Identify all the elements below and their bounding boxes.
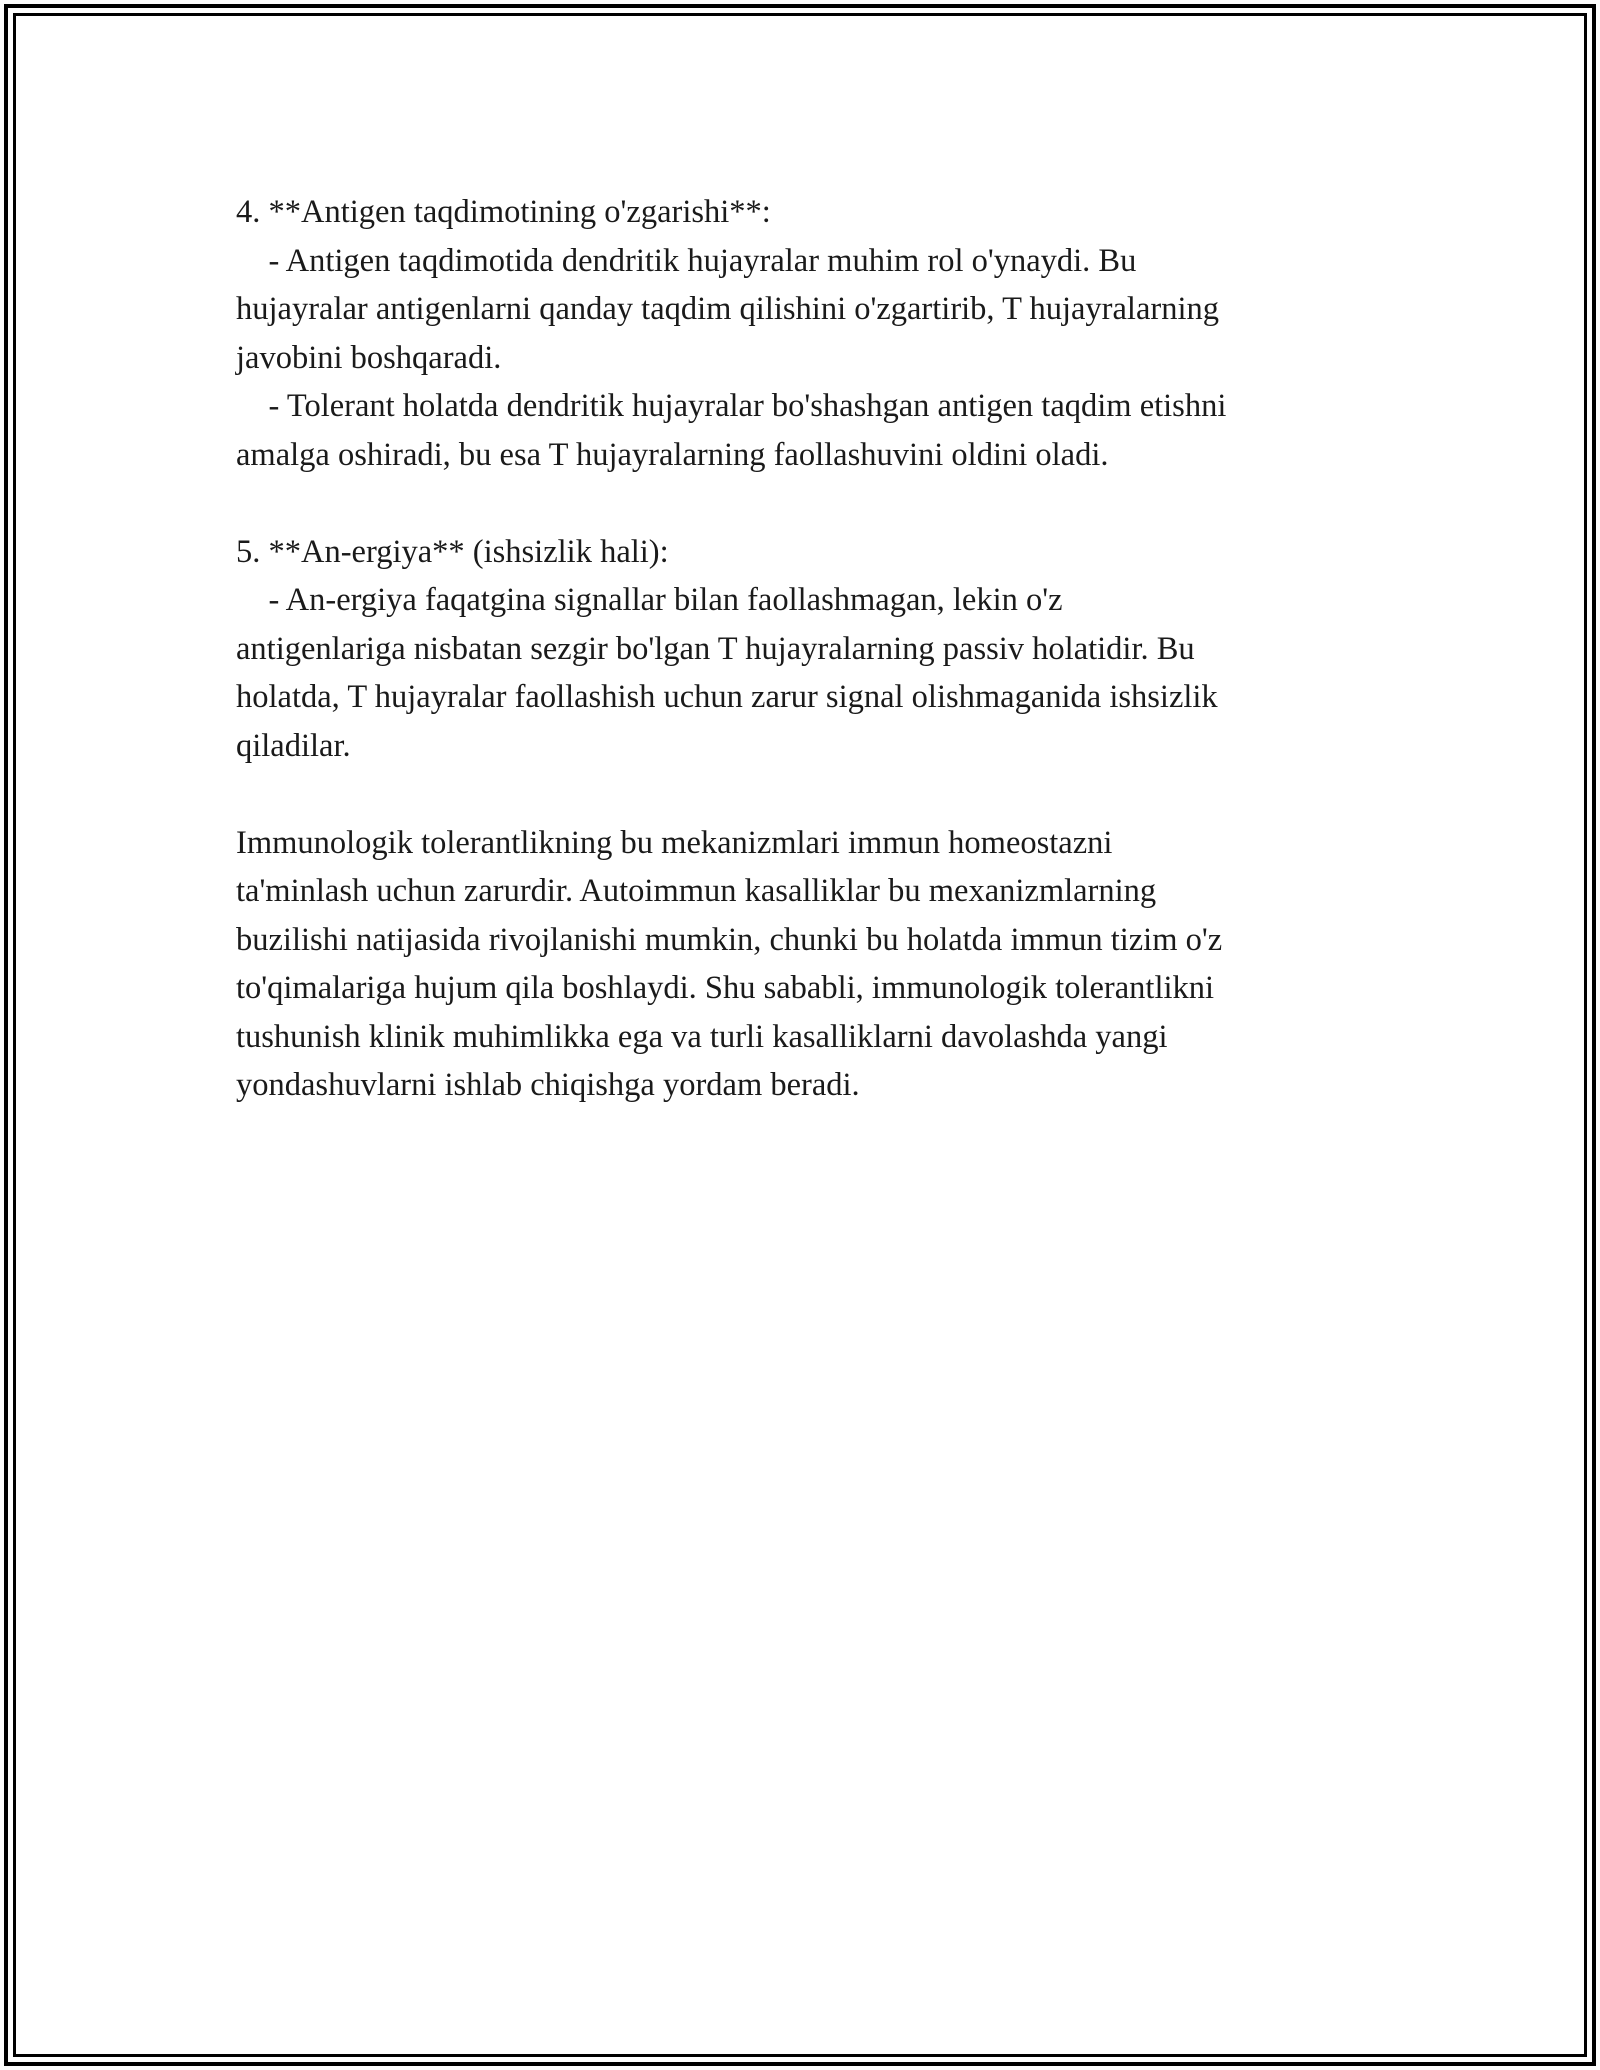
- section-antigen-presentation: [236, 188, 1396, 479]
- paragraph-line: antigenlariga nisbatan sezgir bo'lgan T hujayralarning passiv holatidir. Bu: [236, 630, 1195, 667]
- conclusion-paragraph: [236, 819, 1396, 1110]
- section-anergy: [236, 528, 1396, 771]
- paragraph-spacer: [236, 479, 1396, 528]
- paragraph-line: tushunish klinik muhimlikka ega va turli kasalliklarni davolashda yangi: [236, 1018, 1168, 1055]
- paragraph-line: - Tolerant holatda dendritik hujayralar bo'shashgan antigen taqdim etishni: [236, 388, 1227, 424]
- paragraph-line: to'qimalariga hujum qila boshlaydi. Shu sababli, immunologik tolerantlikni: [236, 970, 1215, 1006]
- paragraph-line: Immunologik tolerantlikning bu mekanizmlari immun homeostazni: [236, 824, 1113, 861]
- document-body: [236, 188, 1396, 1110]
- paragraph-line: javobini boshqaradi.: [236, 339, 502, 376]
- paragraph-line: amalga oshiradi, bu esa T hujayralarning faollashuvini oldini oladi.: [236, 436, 1109, 473]
- paragraph-line: buzilishi natijasida rivojlanishi mumkin, chunki bu holatda immun tizim o'z: [236, 921, 1223, 958]
- section-heading: 4. **Antigen taqdimotining o'zgarishi**:: [236, 194, 771, 230]
- paragraph-line: - Antigen taqdimotida dendritik hujayralar muhim rol o'ynaydi. Bu: [236, 242, 1137, 279]
- paragraph-line: hujayralar antigenlarni qanday taqdim qilishini o'zgartirib, T hujayralarning: [236, 291, 1219, 327]
- paragraph-line: ta'minlash uchun zarurdir. Autoimmun kasalliklar bu mexanizmlarning: [236, 873, 1157, 909]
- paragraph-line: qiladilar.: [236, 727, 351, 764]
- paragraph-line: - An-ergiya faqatgina signallar bilan faollashmagan, lekin o'z: [236, 582, 1063, 618]
- paragraph-spacer: [236, 770, 1396, 819]
- section-heading: 5. **An-ergiya** (ishsizlik hali):: [236, 533, 669, 570]
- paragraph-line: holatda, T hujayralar faollashish uchun zarur signal olishmaganida ishsizlik: [236, 679, 1218, 715]
- paragraph-line: yondashuvlarni ishlab chiqishga yordam beradi.: [236, 1067, 860, 1103]
